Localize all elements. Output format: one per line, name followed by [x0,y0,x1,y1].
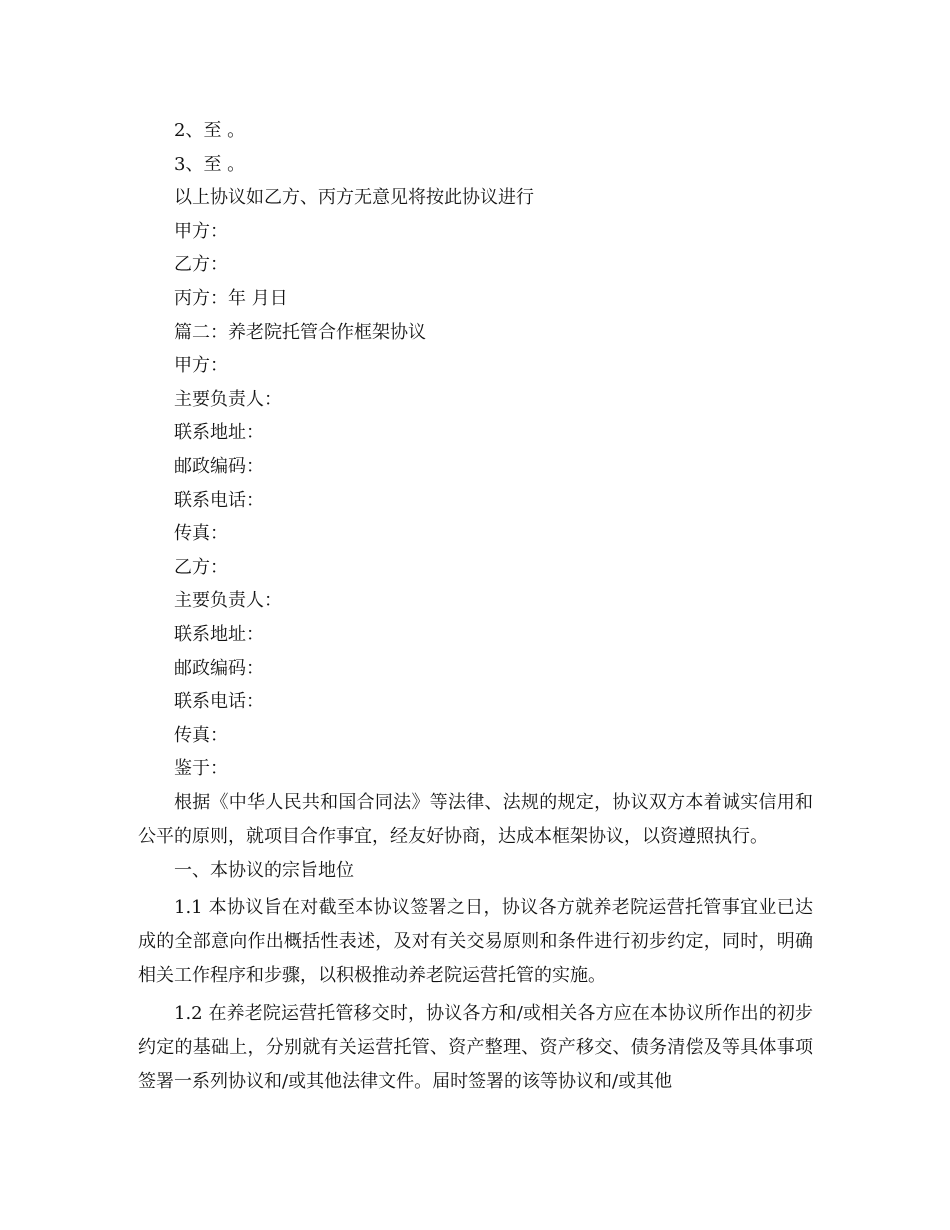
section-heading: 篇二：养老院托管合作框架协议 [174,321,426,343]
text-line: 传真： [174,523,228,545]
text-line: 以上协议如乙方、丙方无意见将按此协议进行 [174,187,534,209]
text-line: 联系地址： [174,422,264,444]
text-line: 邮政编码： [174,657,264,679]
text-line: 主要负责人： [174,590,282,612]
text-line: 邮政编码： [174,455,264,477]
clause-1-2: 1.2 在养老院运营托管移交时，协议各方和/或相关各方应在本协议所作出的初步约定的基础上，分别就有关运营托管、资产整理、资产移交、债务清偿及等具体事项签署一系列协议和/或其他法律文件。届时签署的该等协议和/或其他 [138,1003,813,1093]
text-line: 乙方： [174,254,228,276]
basis-paragraph: 根据《中华人民共和国合同法》等法律、法规的规定，协议双方本着诚实信用和公平的原则，就项目合作事宜，经友好协商，达成本框架协议，以资遵照执行。 [138,791,813,847]
text-line: 鉴于： [174,758,228,780]
text-line: 2、至 。 [174,120,246,141]
text-line: 乙方： [174,556,228,578]
text-line: 主要负责人： [174,388,282,410]
section-title: 一、本协议的宗旨地位 [174,859,354,881]
text-line: 甲方： [174,220,228,242]
text-line: 联系电话： [174,691,264,713]
document-body [138,114,813,1099]
text-line: 甲方： [174,355,228,377]
text-line: 联系地址： [174,623,264,645]
text-line: 3、至 。 [174,153,246,175]
clause-1-1: 1.1 本协议旨在对截至本协议签署之日，协议各方就养老院运营托管事宜业已达成的全部意向作出概括性表述，及对有关交易原则和条件进行初步约定，同时，明确相关工作程序和步骤，以积极推动养老院运营托管的实施。 [138,897,813,987]
text-line: 传真： [174,724,228,746]
text-line: 联系电话： [174,489,264,511]
text-line: 丙方：年 月日 [174,287,288,309]
